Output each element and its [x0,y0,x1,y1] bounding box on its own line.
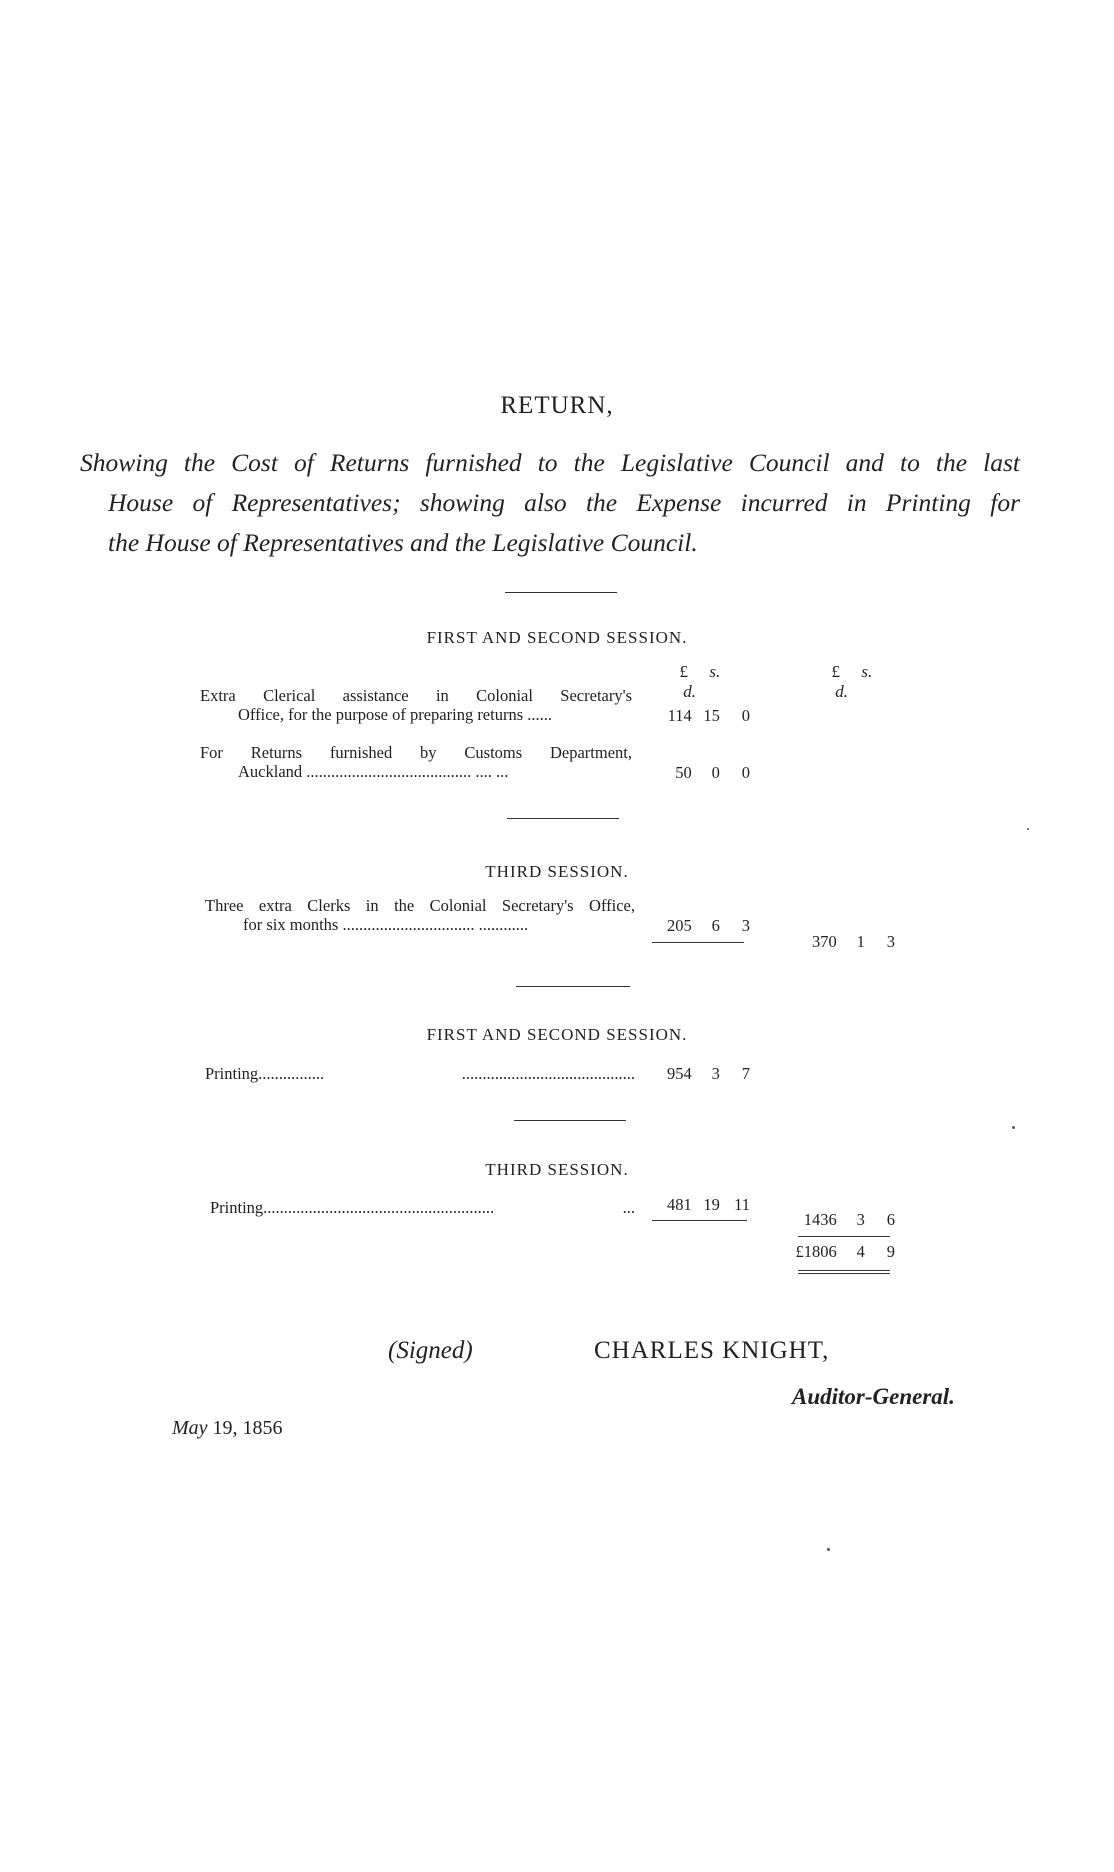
amount-pence: 0 [741,763,750,782]
item-amount [650,916,750,936]
double-rule [798,1270,890,1271]
list-item [210,1198,635,1217]
col-shillings: s. [861,662,873,681]
divider [514,1120,626,1121]
section-heading: FIRST AND SECOND SESSION. [426,1025,688,1044]
signatory-name: CHARLES KNIGHT, [594,1337,830,1364]
amount-pounds: 205 [667,916,692,935]
sum-rule [652,1220,747,1221]
document-title: RETURN, [500,392,614,419]
amount-pounds: 481 [667,1195,692,1214]
amount-pence: 7 [741,1064,750,1083]
subtotal-shillings: 1 [856,932,865,951]
date-rest: 19, 1856 [212,1417,283,1439]
document-date [172,1417,283,1440]
item-amount [650,1064,750,1084]
item-desc-line-2: for six months ................................ ............ [243,915,529,934]
subtotal-pounds: 1436 [803,1210,837,1229]
column-header-group-2 [816,662,906,702]
amount-shillings: 6 [711,916,720,935]
sum-rule [652,942,744,943]
amount-pence: 0 [741,706,750,725]
grand-total-shillings: 4 [856,1242,865,1261]
item-desc-line-2: Office, for the purpose of preparing returns ...... [238,705,553,724]
scan-speck [1012,1126,1015,1129]
item-desc-line-1: Three extra Clerks in the Colonial Secretary's Office, [205,896,635,915]
date-month: May [172,1417,208,1439]
section-heading: THIRD SESSION. [485,1160,629,1179]
divider [507,818,619,819]
amount-shillings: 19 [703,1195,720,1214]
section-heading: FIRST AND SECOND SESSION. [426,628,688,647]
signed-label: (Signed) [388,1337,473,1364]
subtitle-line-3: the House of Representatives and the Legislative Council. [108,528,698,557]
sum-rule [798,1236,890,1237]
column-header-group-1 [664,662,754,702]
subtitle-line-2: House of Representatives; showing also the Expense incurred in Printing for [108,488,1020,517]
item-desc-line-1: For Returns furnished by Customs Department, [200,743,632,762]
item-amount [650,1195,750,1215]
subtotal-amount [795,1210,895,1230]
grand-total [790,1242,895,1262]
section-heading: THIRD SESSION. [485,862,629,881]
subtotal-pence: 3 [886,932,895,951]
list-item [205,896,635,934]
col-pounds: £ [679,662,688,681]
subtitle-line-1: Showing the Cost of Returns furnished to the Legislative Council and to the last [80,448,1020,477]
item-desc-line-1: Extra Clerical assistance in Colonial Secretary's [200,686,632,705]
item-amount [650,763,750,783]
scan-speck [827,1548,830,1551]
amount-shillings: 15 [703,706,720,725]
grand-total-pence: 9 [886,1242,895,1261]
col-shillings: s. [709,662,721,681]
amount-pounds: 50 [675,763,692,782]
subtotal-amount [795,932,895,952]
list-item [200,686,632,724]
item-desc: Printing........................................................ ... [210,1198,635,1217]
amount-shillings: 3 [711,1064,720,1083]
item-desc: Printing................ .......................................... [205,1064,635,1083]
signatory-title: Auditor-General. [792,1384,955,1409]
amount-shillings: 0 [711,763,720,782]
divider [516,986,630,987]
col-pounds: £ [831,662,840,681]
list-item [205,1064,635,1083]
item-desc-line-2: Auckland ........................................ .... ... [238,762,509,781]
list-item [200,743,632,781]
scan-speck [1027,828,1029,830]
double-rule [798,1273,890,1274]
amount-pence: 11 [734,1195,750,1214]
amount-pence: 3 [741,916,750,935]
amount-pounds: 114 [667,706,692,725]
subtotal-shillings: 3 [856,1210,865,1229]
subtotal-pence: 6 [886,1210,895,1229]
divider [505,592,617,593]
subtotal-pounds: 370 [812,932,837,951]
col-pence: d. [835,682,848,701]
col-pence: d. [683,682,696,701]
grand-total-pounds: £1806 [795,1242,837,1261]
item-amount [650,706,750,726]
amount-pounds: 954 [667,1064,692,1083]
